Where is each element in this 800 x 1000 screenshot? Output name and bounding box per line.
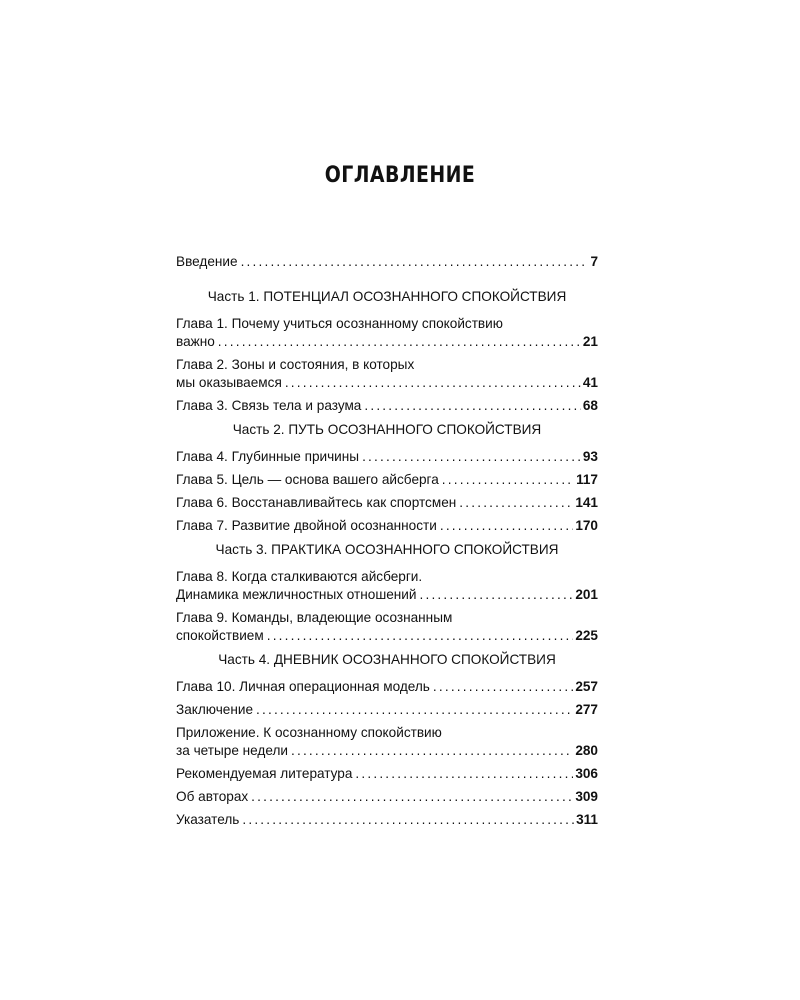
- dot-leader: [218, 333, 581, 351]
- toc-entry-label-line1: Глава 9. Команды, владеющие осознанным: [176, 610, 453, 625]
- toc-entry-label: Глава 7. Развитие двойной осознанности: [176, 518, 437, 533]
- toc-entry-recommended-reading[interactable]: [176, 765, 598, 783]
- toc-page-number: 225: [575, 628, 598, 643]
- toc-entry-chapter-8[interactable]: [176, 568, 598, 604]
- dot-leader: [256, 701, 573, 719]
- dot-leader: [442, 471, 574, 489]
- toc-page-number: 41: [582, 375, 598, 390]
- part-3-heading: Часть 3. ПРАКТИКА ОСОЗНАННОГО СПОКОЙСТВИЯ: [215, 542, 559, 557]
- toc-page-number: 141: [575, 495, 598, 510]
- toc-entry-label-line1: Приложение. К осознанному спокойствию: [176, 725, 442, 740]
- toc-entry-label: за четыре недели: [176, 743, 288, 758]
- toc-entry-chapter-3[interactable]: [176, 397, 598, 415]
- part-1-heading: Часть 1. ПОТЕНЦИАЛ ОСОЗНАННОГО СПОКОЙСТВИЯ: [207, 289, 567, 304]
- toc-page-number: 257: [575, 679, 598, 694]
- page-title: ОГЛАВЛЕНИЕ: [324, 163, 476, 188]
- toc-entry-label: Глава 4. Глубинные причины: [176, 449, 360, 464]
- toc-page-number: 201: [575, 587, 598, 602]
- toc-entry-label: Глава 3. Связь тела и разума: [176, 398, 362, 413]
- toc-entry-label: Рекомендуемая литература: [176, 766, 353, 781]
- toc-page-number: 68: [582, 398, 598, 413]
- toc-page-number: 277: [575, 702, 598, 717]
- toc-page-number: 170: [575, 518, 598, 533]
- toc-entry-label: Указатель: [176, 812, 240, 827]
- table-of-contents: [176, 253, 598, 834]
- toc-entry-about-authors[interactable]: [176, 788, 598, 806]
- toc-entry-label: Заключение: [176, 702, 254, 717]
- part-4-heading: Часть 4. ДНЕВНИК ОСОЗНАННОГО СПОКОЙСТВИЯ: [218, 652, 556, 667]
- dot-leader: [433, 678, 573, 696]
- toc-entry-label-line1: Глава 2. Зоны и состояния, в которых: [176, 357, 415, 372]
- toc-entry-chapter-6[interactable]: [176, 494, 598, 512]
- toc-page-number: 7: [590, 254, 598, 269]
- dot-leader: [241, 253, 589, 271]
- toc-entry-label: спокойствием: [176, 628, 264, 643]
- toc-entry-chapter-5[interactable]: [176, 471, 598, 489]
- toc-page-number: 306: [575, 766, 598, 781]
- toc-entry-chapter-4[interactable]: [176, 448, 598, 466]
- dot-leader: [251, 788, 573, 806]
- toc-entry-label-line1: Глава 1. Почему учиться осознанному спокойствию: [176, 316, 503, 331]
- toc-entry-label: Введение: [176, 254, 238, 269]
- dot-leader: [364, 397, 581, 415]
- toc-entry-label: Глава 6. Восстанавливайтесь как спортсмен: [176, 495, 457, 510]
- toc-entry-appendix[interactable]: [176, 724, 598, 760]
- toc-entry-chapter-1[interactable]: [176, 315, 598, 351]
- dot-leader: [440, 517, 573, 535]
- part-2-heading: Часть 2. ПУТЬ ОСОЗНАННОГО СПОКОЙСТВИЯ: [232, 422, 542, 437]
- toc-entry-chapter-7[interactable]: [176, 517, 598, 535]
- toc-entry-label: мы оказываемся: [176, 375, 282, 390]
- toc-entry-label: Глава 5. Цель — основа вашего айсберга: [176, 472, 439, 487]
- toc-entry-label: Динамика межличностных отношений: [176, 587, 417, 602]
- toc-entry-intro[interactable]: [176, 253, 598, 271]
- dot-leader: [355, 765, 573, 783]
- dot-leader: [291, 742, 573, 760]
- toc-entry-label: Об авторах: [176, 789, 249, 804]
- toc-entry-chapter-9[interactable]: [176, 609, 598, 645]
- toc-entry-chapter-10[interactable]: [176, 678, 598, 696]
- toc-entry-conclusion[interactable]: [176, 701, 598, 719]
- dot-leader: [267, 627, 574, 645]
- toc-entry-index[interactable]: [176, 811, 598, 829]
- toc-entry-chapter-2[interactable]: [176, 356, 598, 392]
- dot-leader: [459, 494, 573, 512]
- dot-leader: [285, 374, 581, 392]
- toc-page-number: 309: [575, 789, 598, 804]
- dot-leader: [242, 811, 574, 829]
- toc-entry-label-line1: Глава 8. Когда сталкиваются айсберги.: [176, 569, 423, 584]
- toc-entry-label: Глава 10. Личная операционная модель: [176, 679, 430, 694]
- toc-page-number: 21: [582, 334, 598, 349]
- toc-page-number: 311: [576, 812, 598, 827]
- toc-page-number: 280: [575, 743, 598, 758]
- dot-leader: [362, 448, 581, 466]
- toc-page-number: 93: [582, 449, 598, 464]
- toc-entry-label: важно: [176, 334, 215, 349]
- toc-page-number: 117: [576, 472, 598, 487]
- dot-leader: [420, 586, 574, 604]
